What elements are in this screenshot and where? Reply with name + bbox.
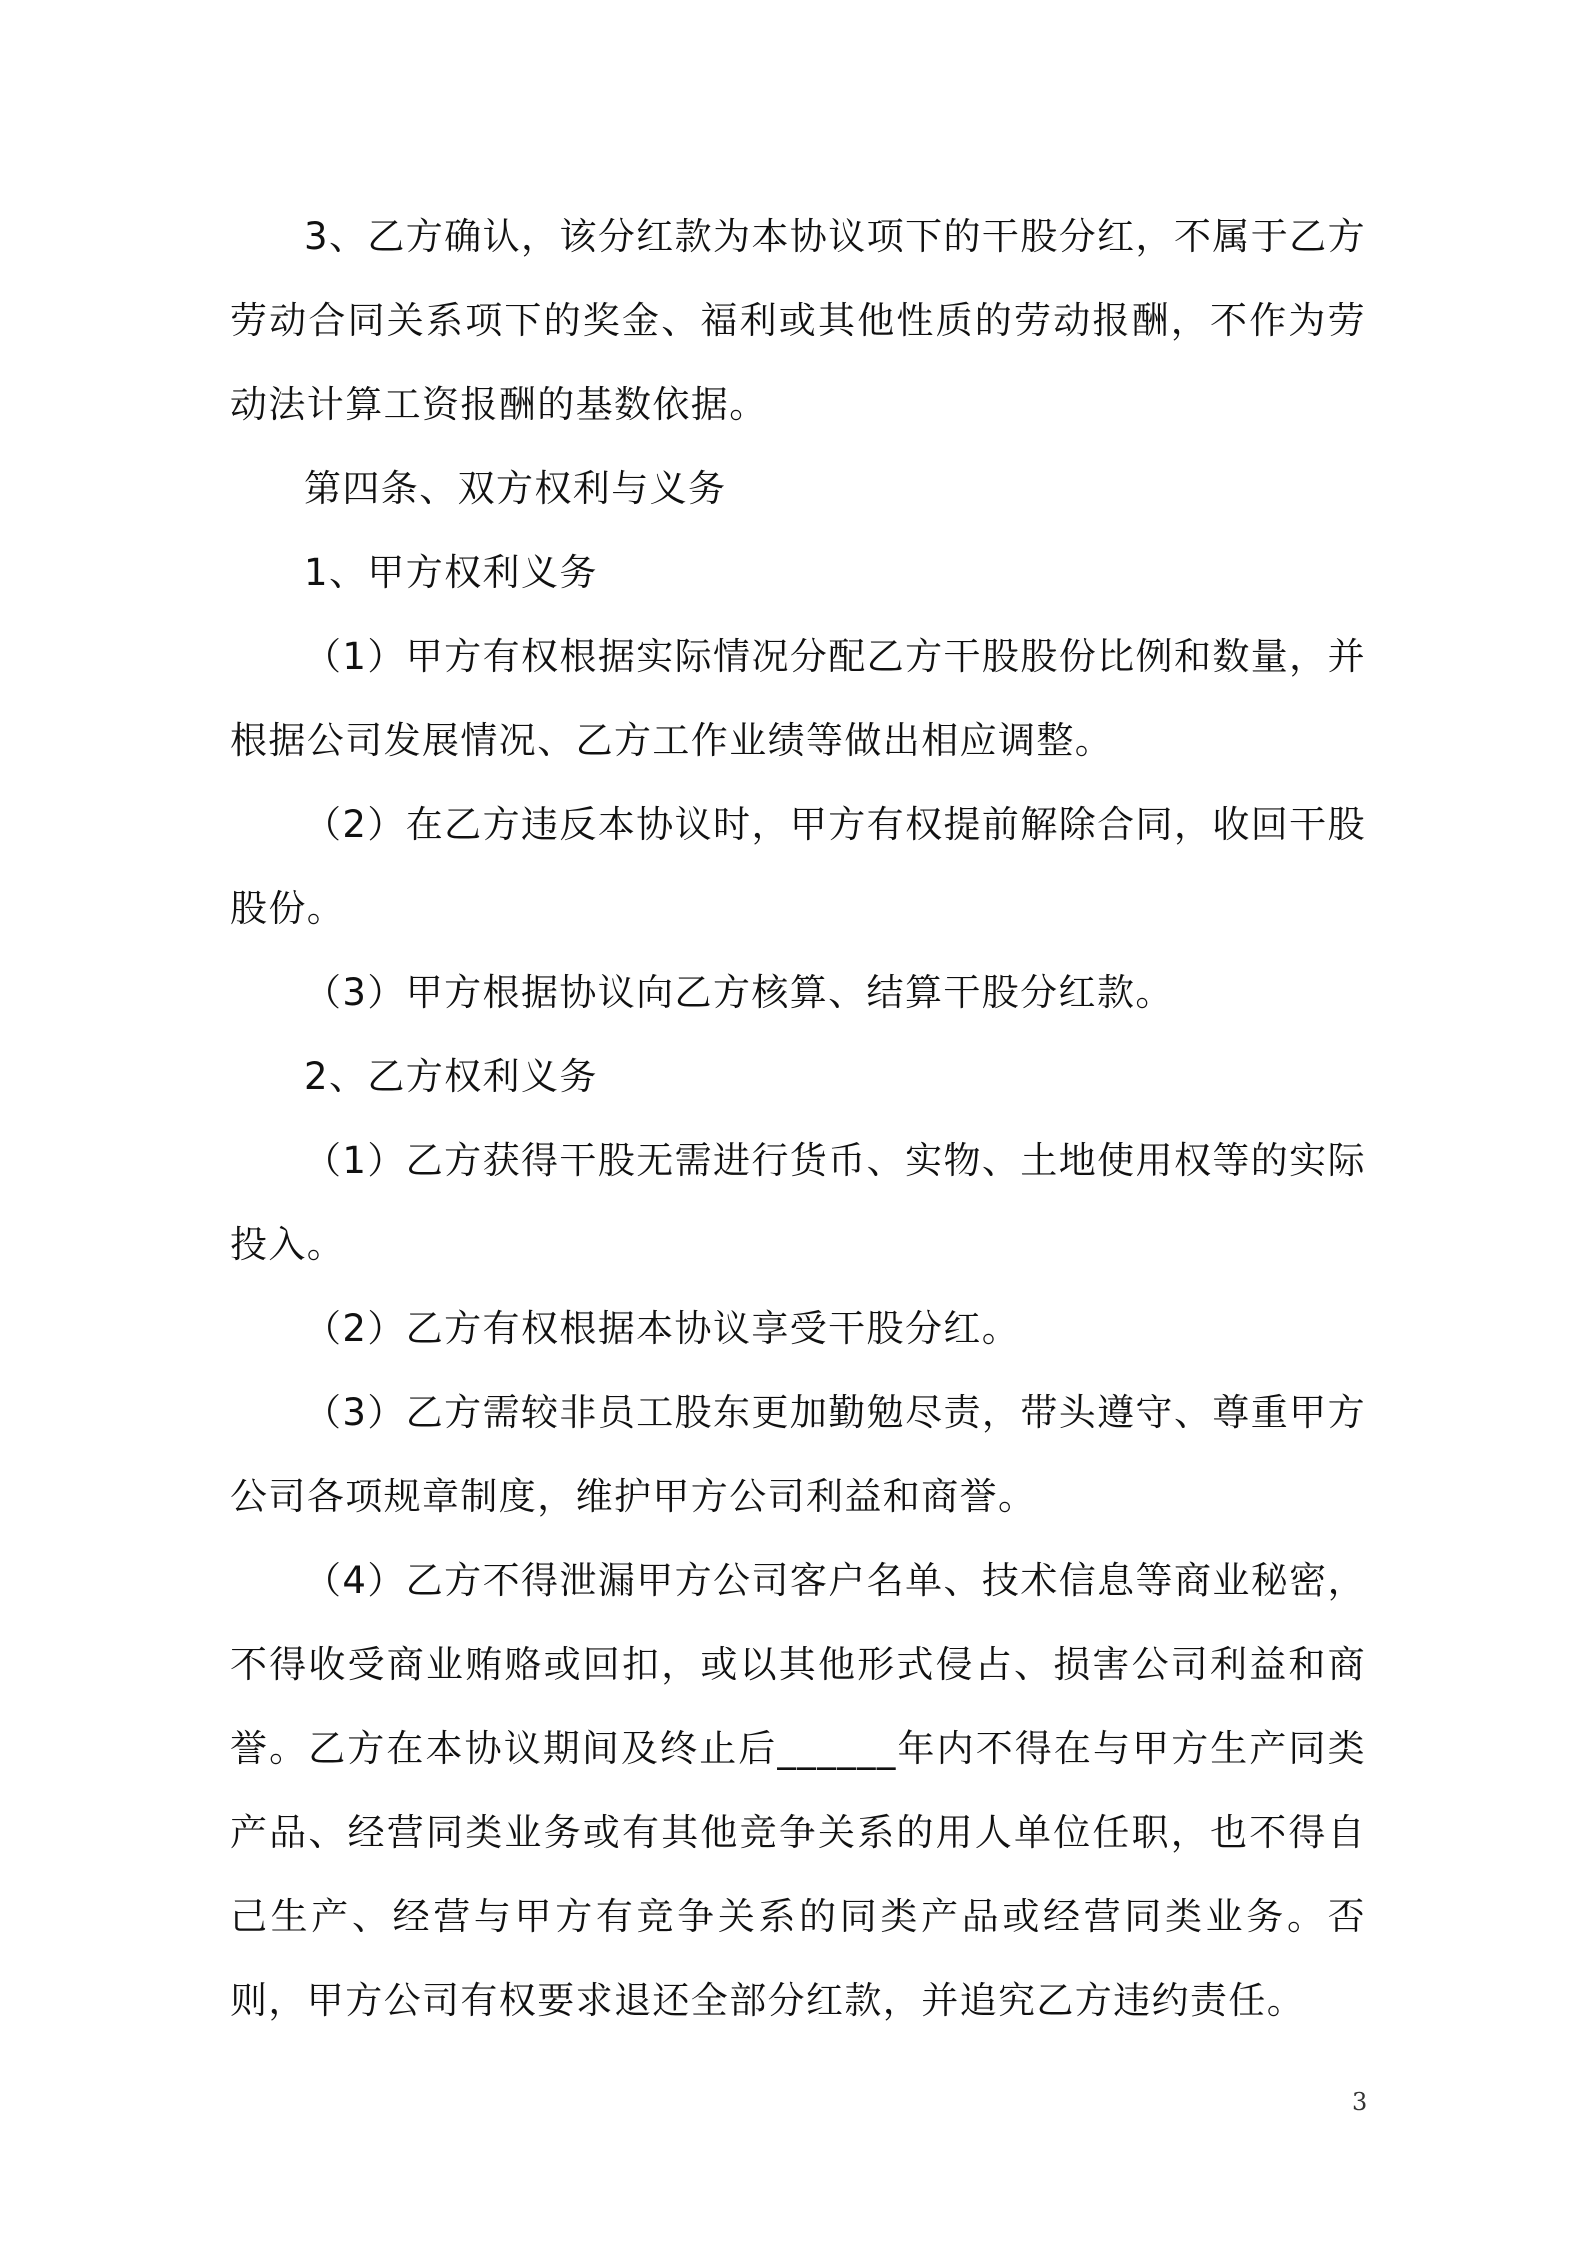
body-text bbox=[230, 195, 1366, 2043]
party-a-rights-heading: 1、甲方权利义务 bbox=[304, 551, 598, 594]
article-four-heading: 第四条、双方权利与义务 bbox=[304, 467, 727, 510]
party-b-item-1: （1）乙方获得干股无需进行货币、实物、土地使用权等的实际投入。 bbox=[230, 1139, 1366, 1266]
party-a-item-2: （2）在乙方违反本协议时，甲方有权提前解除合同，收回干股股份。 bbox=[230, 803, 1366, 930]
party-b-item-4: （4）乙方不得泄漏甲方公司客户名单、技术信息等商业秘密，不得收受商业贿赂或回扣，或以其他形式侵占、损害公司利益和商誉。乙方在本协议期间及终止后______年内不得在与甲方生产同类产品、经营同类业务或有其他竞争关系的用人单位任职，也不得自己生产、经营与甲方有竞争关系的同类产品或经营同类业务。否则，甲方公司有权要求退还全部分红款，并追究乙方违约责任。 bbox=[230, 1559, 1366, 2022]
party-b-rights-heading: 2、乙方权利义务 bbox=[304, 1055, 598, 1098]
party-b-item-2: （2）乙方有权根据本协议享受干股分红。 bbox=[304, 1307, 1021, 1350]
party-b-item-3: （3）乙方需较非员工股东更加勤勉尽责，带头遵守、尊重甲方公司各项规章制度，维护甲方公司利益和商誉。 bbox=[230, 1391, 1366, 1518]
page-number: 3 bbox=[1352, 2088, 1368, 2116]
party-a-item-3: （3）甲方根据协议向乙方核算、结算干股分红款。 bbox=[304, 971, 1174, 1014]
paragraph-dividend-confirmation: 3、乙方确认，该分红款为本协议项下的干股分红，不属于乙方劳动合同关系项下的奖金、福利或其他性质的劳动报酬，不作为劳动法计算工资报酬的基数依据。 bbox=[230, 215, 1366, 426]
party-a-item-1: （1）甲方有权根据实际情况分配乙方干股股份比例和数量，并根据公司发展情况、乙方工作业绩等做出相应调整。 bbox=[230, 635, 1366, 762]
